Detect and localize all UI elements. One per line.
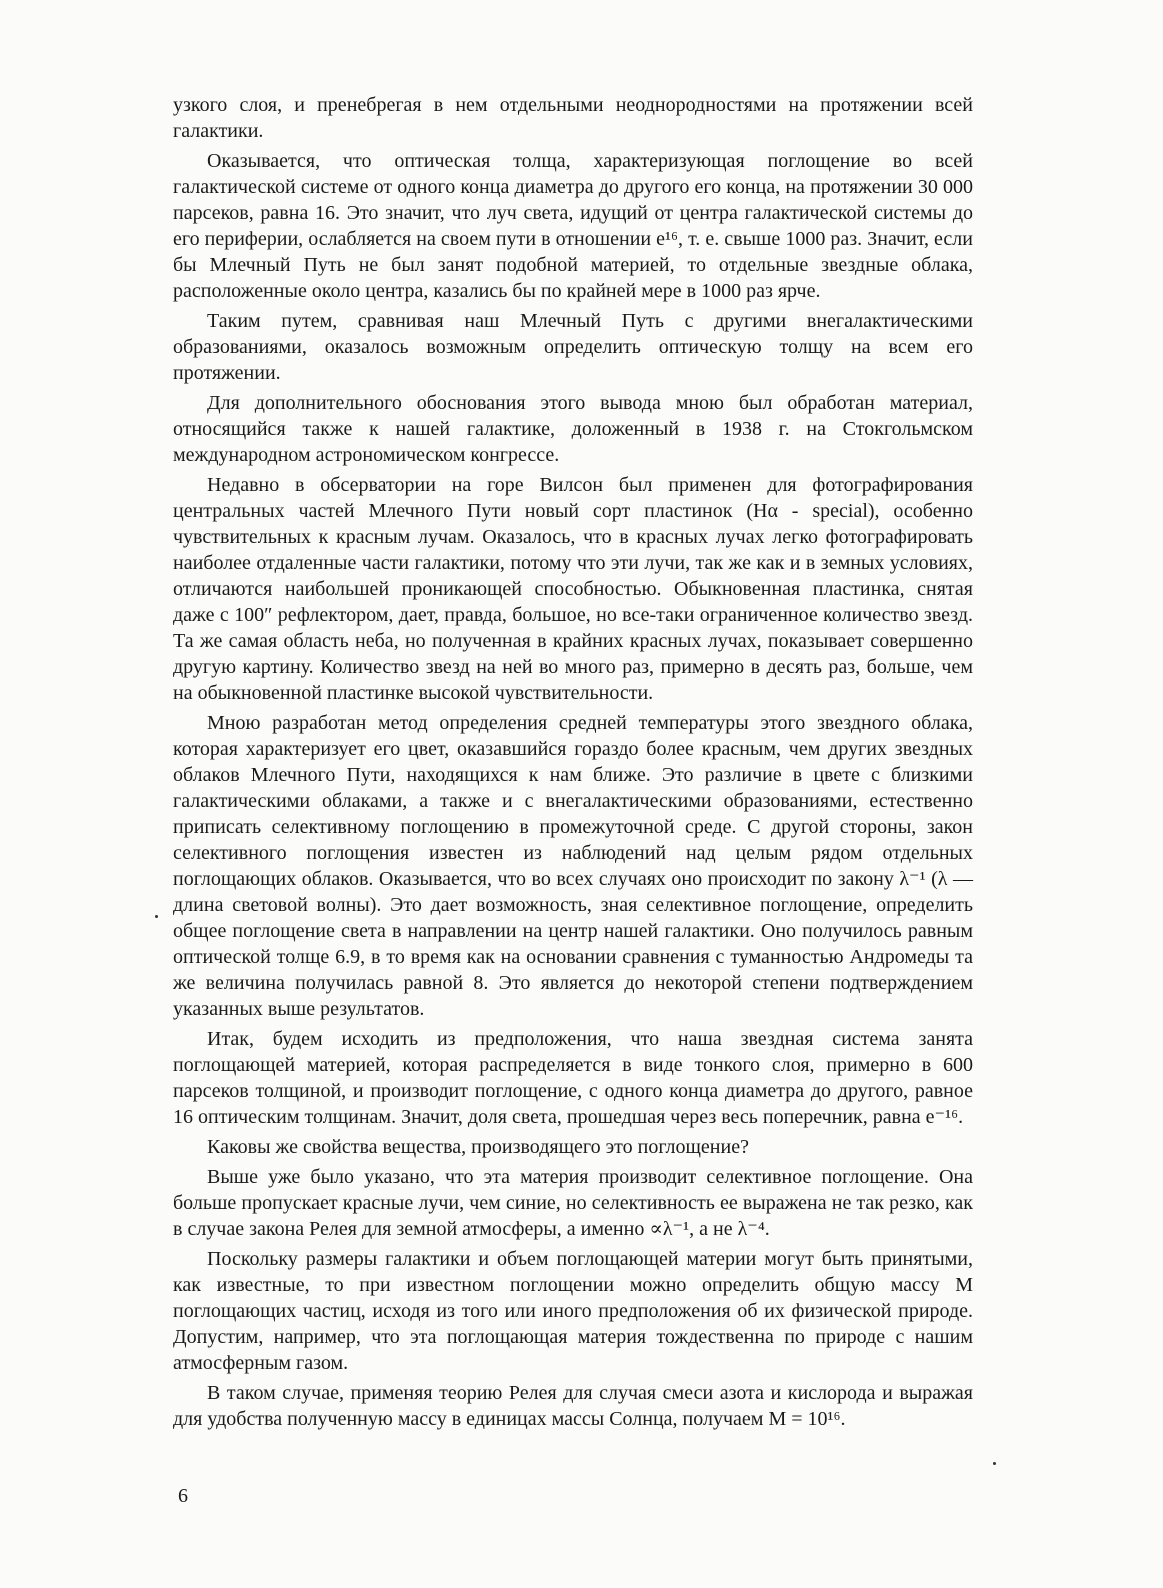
body-text — [173, 92, 973, 1436]
paragraph-7: Итак, будем исходить из предположения, что наша звездная система занята поглощающей материей, которая распределяется в виде тонкого слоя, примерно в 600 парсеков толщиной, и производит поглощение, с одного конца диаметра до другого, равное 16 оптическим толщинам. Значит, доля света, прошедшая через весь поперечник, равна e⁻¹⁶. — [173, 1028, 973, 1128]
paragraph-2: Оказывается, что оптическая толща, характеризующая поглощение во всей галактической системе от одного конца диаметра до другого его конца, на протяжении 30 000 парсеков, равна 16. Это значит, что луч света, идущий от центра галактической системы до его периферии, ослабляется на своем пути в отношении e¹⁶, т. е. свыше 1000 раз. Значит, если бы Млечный Путь не был занят подобной материей, то отдельные звездные облака, расположенные около центра, казались бы по крайней мере в 1000 раз ярче. — [173, 150, 973, 302]
scan-speck — [993, 1462, 996, 1465]
paragraph-11: В таком случае, применяя теорию Релея для случая смеси азота и кислорода и выражая для удобства полученную массу в единицах массы Солнца, получаем M = 10¹⁶. — [173, 1382, 973, 1430]
scan-speck — [155, 915, 158, 918]
paragraph-3: Таким путем, сравнивая наш Млечный Путь с другими внегалактическими образованиями, оказалось возможным определить оптическую толщу на всем его протяжении. — [173, 310, 973, 384]
page-number: 6 — [178, 1485, 188, 1507]
paragraph-9: Выше уже было указано, что эта материя производит селективное поглощение. Она больше пропускает красные лучи, чем синие, но селективность ее выражена не так резко, как в случае закона Релея для земной атмосферы, а именно ∝λ⁻¹, а не λ⁻⁴. — [173, 1166, 973, 1240]
paragraph-1: узкого слоя, и пренебрегая в нем отдельными неоднородностями на протяжении всей галактики. — [173, 94, 973, 142]
paragraph-6: Мною разработан метод определения средней температуры этого звездного облака, которая характеризует его цвет, оказавшийся гораздо более красным, чем других звездных облаков Млечного Пути, находящихся к нам ближе. Это различие в цвете с близкими галактическими облаками, а также и с внегалактическими образованиями, естественно приписать селективному поглощению в промежуточной среде. С другой стороны, закон селективного поглощения известен из наблюдений над целым рядом отдельных поглощающих облаков. Оказывается, что во всех случаях оно происходит по закону λ⁻¹ (λ — длина световой волны). Это дает возможность, зная селективное поглощение, определить общее поглощение света в направлении на центр нашей галактики. Оно получилось равным оптической толще 6.9, в то время как на основании сравнения с туманностью Андромеды та же величина получилась равной 8. Это является до некоторой степени подтверждением указанных выше результатов. — [173, 712, 973, 1020]
paragraph-10: Поскольку размеры галактики и объем поглощающей материи могут быть принятыми, как известные, то при известном поглощении можно определить общую массу M поглощающих частиц, исходя из того или иного предположения об их физической природе. Допустим, например, что эта поглощающая материя тождественна по природе с нашим атмосферным газом. — [173, 1248, 973, 1374]
paragraph-4: Для дополнительного обоснования этого вывода мною был обработан материал, относящийся также к нашей галактике, доложенный в 1938 г. на Стокгольмском международном астрономическом конгрессе. — [173, 392, 973, 466]
paragraph-5: Недавно в обсерватории на горе Вилсон был применен для фотографирования центральных частей Млечного Пути новый сорт пластинок (Hα - special), особенно чувствительных к красным лучам. Оказалось, что в красных лучах легко фотографировать наиболее отдаленные части галактики, потому что эти лучи, так же как и в земных условиях, отличаются наибольшей проникающей способностью. Обыкновенная пластинка, снятая даже с 100″ рефлектором, дает, правда, большое, но все-таки ограниченное количество звезд. Та же самая область неба, но полученная в крайних красных лучах, показывает совершенно другую картину. Количество звезд на ней во много раз, примерно в десять раз, больше, чем на обыкновенной пластинке высокой чувствительности. — [173, 474, 973, 704]
paragraph-8: Каковы же свойства вещества, производящего это поглощение? — [207, 1136, 749, 1158]
